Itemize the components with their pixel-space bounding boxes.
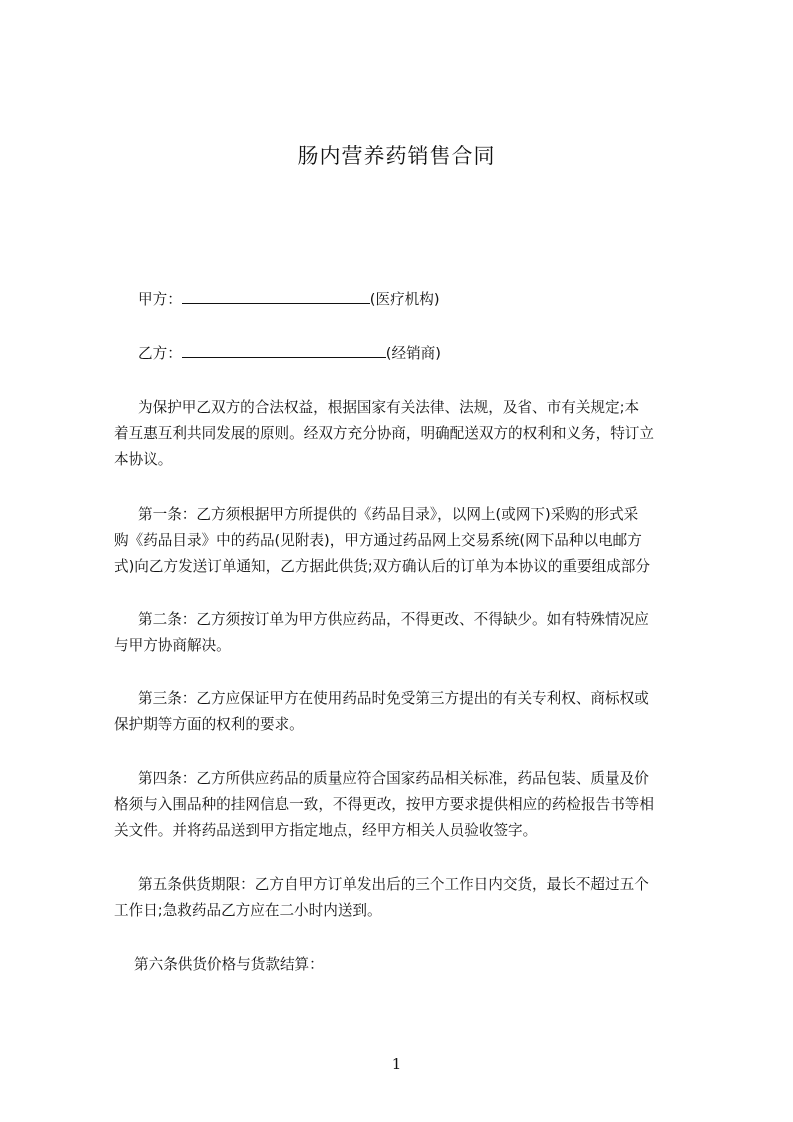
preamble-line: 本协议。 — [114, 451, 173, 468]
party-a-label: 甲方： — [138, 291, 182, 308]
preamble-line: 为保护甲乙双方的合法权益，根据国家有关法律、法规，及省、市有关规定;本 — [138, 399, 640, 416]
article-3-line: 保护期等方面的权利的要求。 — [114, 716, 304, 733]
article-3-line: 第三条：乙方应保证甲方在使用药品时免受第三方提出的有关专利权、商标权或 — [138, 690, 649, 707]
party-b-line — [114, 341, 728, 367]
article-4-line: 关文件。并将药品送到甲方指定地点，经甲方相关人员验收签字。 — [114, 822, 538, 839]
article-5-line: 第五条供货期限：乙方自甲方订单发出后的三个工作日内交货，最长不超过五个 — [138, 876, 649, 893]
article-2-line: 与甲方协商解决。 — [114, 637, 231, 654]
article-2-line: 第二条：乙方须按订单为甲方供应药品，不得更改、不得缺少。如有特殊情况应 — [138, 611, 649, 628]
article-4-line: 格须与入围品种的挂网信息一致，不得更改，按甲方要求提供相应的药检报告书等相 — [114, 796, 654, 813]
preamble-line: 着互惠互利共同发展的原则。经双方充分协商，明确配送双方的权利和义务，特订立 — [114, 425, 654, 442]
article-1-line: 购《药品目录》中的药品(见附表)，甲方通过药品网上交易系统(网下品种以电邮方 — [114, 532, 642, 549]
party-b-blank[interactable] — [182, 343, 386, 358]
article-1-line: 式)向乙方发送订单通知，乙方据此供货;双方确认后的订单为本协议的重要组成部分 — [114, 558, 650, 575]
page-number: 1 — [391, 1055, 402, 1073]
party-b-label: 乙方： — [138, 345, 182, 362]
document-title: 肠内营养药销售合同 — [297, 144, 496, 168]
party-a-blank[interactable] — [182, 289, 370, 304]
article-1-line: 第一条：乙方须根据甲方所提供的《药品目录》，以网上(或网下)采购的形式采 — [138, 506, 639, 523]
article-6-heading: 第六条供货价格与货款结算： — [134, 956, 324, 973]
party-b-note: (经销商) — [385, 345, 441, 362]
article-5-line: 工作日;急救药品乙方应在二小时内送到。 — [114, 902, 382, 919]
article-4-line: 第四条：乙方所供应药品的质量应符合国家药品相关标准，药品包装、质量及价 — [138, 770, 649, 787]
party-a-line — [114, 287, 728, 313]
party-a-note: (医疗机构) — [369, 291, 440, 308]
